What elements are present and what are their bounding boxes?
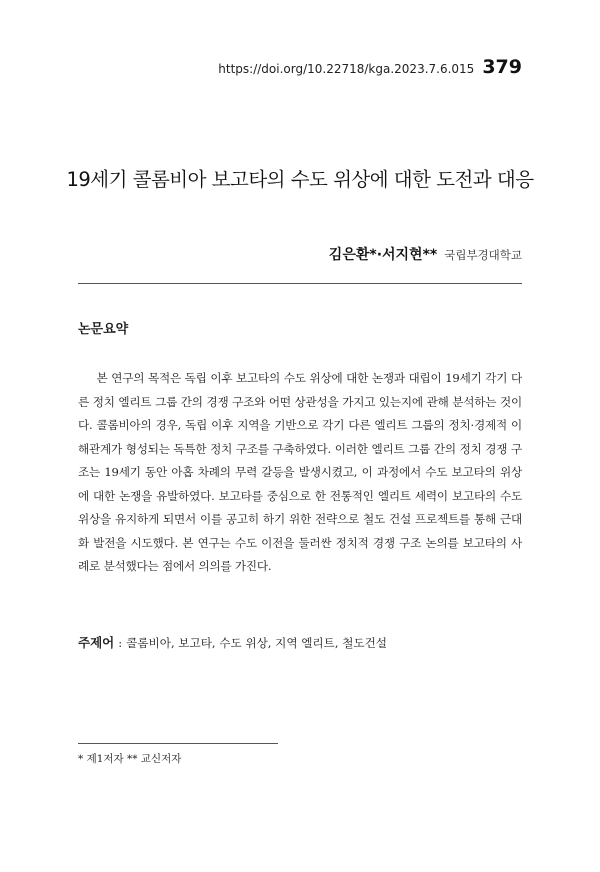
keywords-line (78, 633, 522, 651)
author-affiliation: 국립부경대학교 (444, 248, 522, 262)
keywords-separator: : (118, 636, 123, 650)
title-divider (78, 283, 522, 284)
keywords-text: 콜롬비아, 보고타, 수도 위상, 지역 엘리트, 철도건설 (126, 636, 387, 650)
footnote-divider (78, 743, 278, 744)
paper-title: 19세기 콜롬비아 보고타의 수도 위상에 대한 도전과 대응 (66, 168, 534, 191)
author-line (329, 244, 522, 264)
footnote: * 제1저자 ** 교신저자 (78, 753, 182, 765)
doi-link[interactable]: https://doi.org/10.22718/kga.2023.7.6.015 (218, 62, 475, 76)
keywords-label: 주제어 (78, 635, 115, 650)
abstract-body: 본 연구의 목적은 독립 이후 보고타의 수도 위상에 대한 논쟁과 대립이 19세기 각기 다른 정치 엘리트 그룹 간의 경쟁 구조와 어떤 상관성을 가지고 있는지에 관해 분석하는 것이다. 콜롬비아의 경우, 독립 이후 지역을 기반으로 각기 다른 엘리트 그룹의 정치·경제적 이해관계가 형성되는 독특한 정치 구조를 구축하였다. 이러한 엘리트 그룹 간의 정치 경쟁 구조는 19세기 동안 아홉 차례의 무력 갈등을 발생시켰고, 이 과정에서 수도 보고타의 위상에 대한 논쟁을 유발하였다. 보고타를 중심으로 한 전통적인 엘리트 세력이 보고타의 수도 위상을 유지하게 되면서 이를 공고히 하기 위한 전략으로 철도 건설 프로젝트를 통해 근대화 발전을 시도했다. 본 연구는 수도 이전을 둘러싼 정치적 경쟁 구조 논의를 보고타의 사례로 분석했다는 점에서 의의를 가진다. (78, 371, 522, 574)
page-number: 379 (482, 56, 522, 78)
author-names: 김은환*·서지현** (328, 247, 438, 263)
page-header (218, 56, 522, 78)
abstract-heading: 논문요약 (78, 322, 129, 337)
